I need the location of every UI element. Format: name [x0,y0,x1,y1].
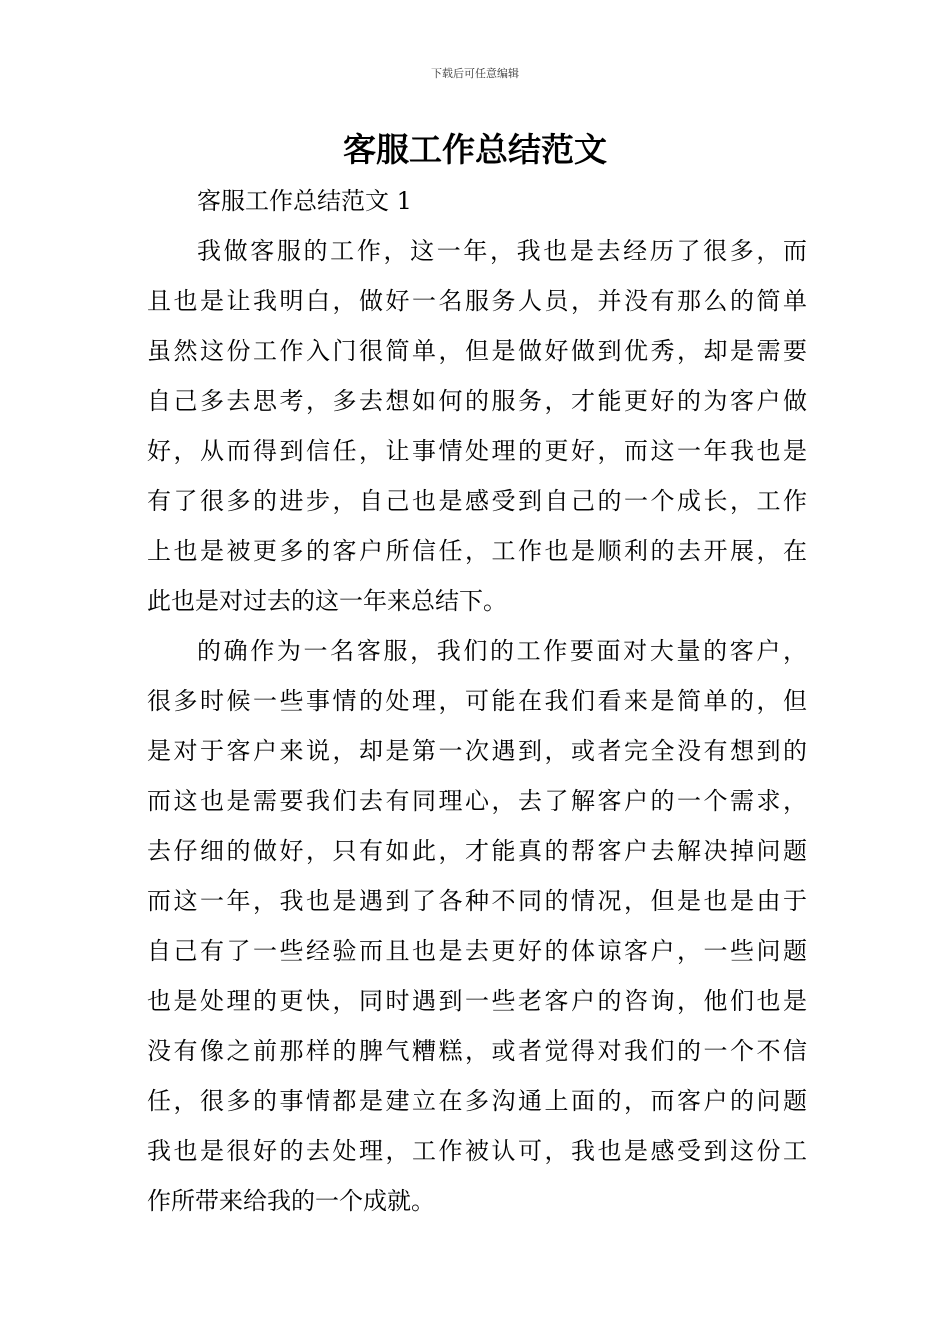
section-subtitle: 客服工作总结范文 1 [197,187,412,215]
paragraph-1 [147,226,807,626]
text-line: 我做客服的工作，这一年，我也是去经历了很多，而 [197,237,807,265]
text-line: 的确作为一名客服，我们的工作要面对大量的客户， [197,637,807,665]
text-line: 作所带来给我的一个成就。 [147,1187,435,1215]
paragraph-2 [147,626,807,1226]
text-line: 没有像之前那样的脾气糟糕，或者觉得对我们的一个不信 [147,1037,807,1065]
text-line: 自己有了一些经验而且也是去更好的体谅客户，一些问题 [147,937,807,965]
text-line: 我也是很好的去处理，工作被认可，我也是感受到这份工 [147,1137,807,1165]
text-line: 也是处理的更快，同时遇到一些老客户的咨询，他们也是 [147,987,807,1015]
text-line: 虽然这份工作入门很简单，但是做好做到优秀，却是需要 [147,337,807,365]
header-note: 下载后可任意编辑 [431,67,519,80]
text-line: 有了很多的进步，自己也是感受到自己的一个成长，工作 [147,487,807,515]
document-title: 客服工作总结范文 [343,130,607,169]
text-line: 好，从而得到信任，让事情处理的更好，而这一年我也是 [147,437,807,465]
text-line: 而这一年，我也是遇到了各种不同的情况，但是也是由于 [147,887,807,915]
text-line: 自己多去思考，多去想如何的服务，才能更好的为客户做 [147,387,807,415]
text-line: 此也是对过去的这一年来总结下。 [147,587,507,615]
text-line: 任，很多的事情都是建立在多沟通上面的，而客户的问题 [147,1087,807,1115]
text-line: 是对于客户来说，却是第一次遇到，或者完全没有想到的 [147,737,807,765]
text-line: 去仔细的做好，只有如此，才能真的帮客户去解决掉问题 [147,837,807,865]
text-line: 而这也是需要我们去有同理心，去了解客户的一个需求， [147,787,807,815]
text-line: 很多时候一些事情的处理，可能在我们看来是简单的，但 [147,687,807,715]
text-line: 且也是让我明白，做好一名服务人员，并没有那么的简单 [147,287,807,315]
text-line: 上也是被更多的客户所信任，工作也是顺利的去开展，在 [147,537,807,565]
document-body [147,176,807,1226]
